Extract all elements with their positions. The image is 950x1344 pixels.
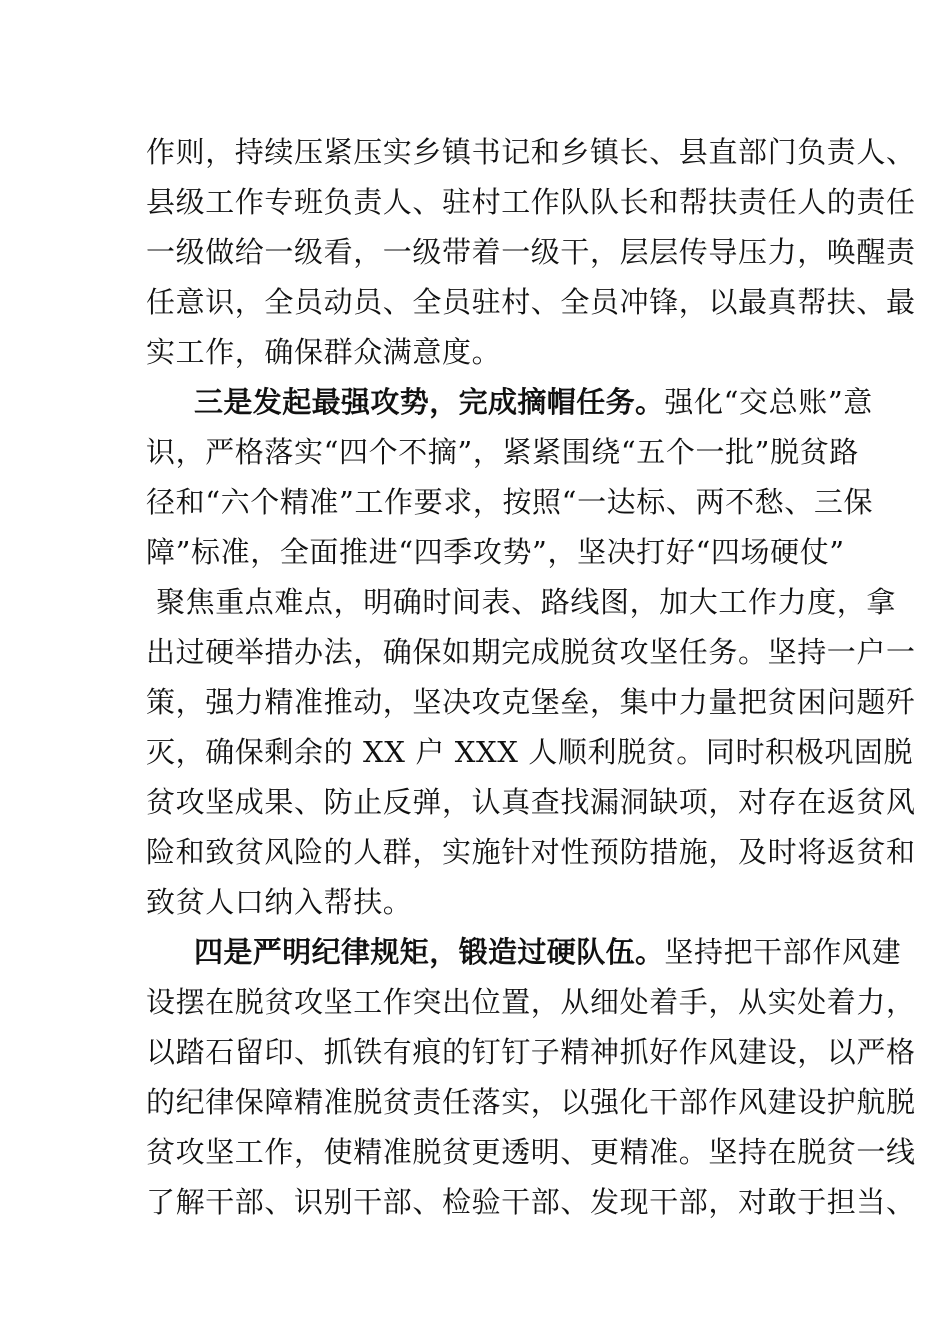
text-line: 径和“六个精准”工作要求，按照“一达标、两不愁、三保 [146,485,874,519]
text-line: 以踏石留印、抓铁有痕的钉钉子精神抓好作风建设，以严格 [146,1035,916,1069]
text-line: 致贫人口纳入帮扶。 [146,885,413,919]
text-line: 县级工作专班负责人、驻村工作队队长和帮扶责任人的责任 [146,185,916,219]
text-line: 贫攻坚工作，使精准脱贫更透明、更精准。坚持在脱贫一线 [146,1135,916,1169]
text-line: 任意识，全员动员、全员驻村、全员冲锋，以最真帮扶、最 [146,285,916,319]
text-line: 出过硬举措办法，确保如期完成脱贫攻坚任务。坚持一户一 [146,635,916,669]
paragraph-4-first-text: 坚持把干部作风建 [664,935,902,969]
text-line: 设摆在脱贫攻坚工作突出位置，从细处着手，从实处着力， [146,985,916,1019]
paragraph-3-first-line [194,384,873,420]
text-line: 一级做给一级看，一级带着一级干，层层传导压力，唤醒责 [146,235,916,269]
text-line: 的纪律保障精准脱贫责任落实，以强化干部作风建设护航脱 [146,1085,916,1119]
text-line: 了解干部、识别干部、检验干部、发现干部，对敢于担当、 [146,1185,916,1219]
text-line: 实工作，确保群众满意度。 [146,335,502,369]
paragraph-3-first-text: 强化“交总账”意 [664,385,873,419]
text-line: 作则，持续压紧压实乡镇书记和乡镇长、县直部门负责人、 [146,135,916,169]
text-line: 聚焦重点难点，明确时间表、路线图，加大工作力度，拿 [156,585,897,619]
text-line: 险和致贫风险的人群，实施针对性预防措施，及时将返贫和 [146,835,916,869]
paragraph-3-heading: 三是发起最强攻势，完成摘帽任务。 [194,385,665,419]
text-line: 障”标准，全面推进“四季攻势”，坚决打好“四场硬仗” [146,535,845,569]
paragraph-4-first-line [194,934,901,970]
text-line: 策，强力精准推动，坚决攻克堡垒，集中力量把贫困问题歼 [146,685,916,719]
text-line: 灭，确保剩余的 XX 户 XXX 人顺利脱贫。同时积极巩固脱 [146,735,914,769]
text-line: 识，严格落实“四个不摘”，紧紧围绕“五个一批”脱贫路 [146,435,859,469]
text-line: 贫攻坚成果、防止反弹，认真查找漏洞缺项，对存在返贫风 [146,785,916,819]
paragraph-4-heading: 四是严明纪律规矩，锻造过硬队伍。 [194,935,665,969]
